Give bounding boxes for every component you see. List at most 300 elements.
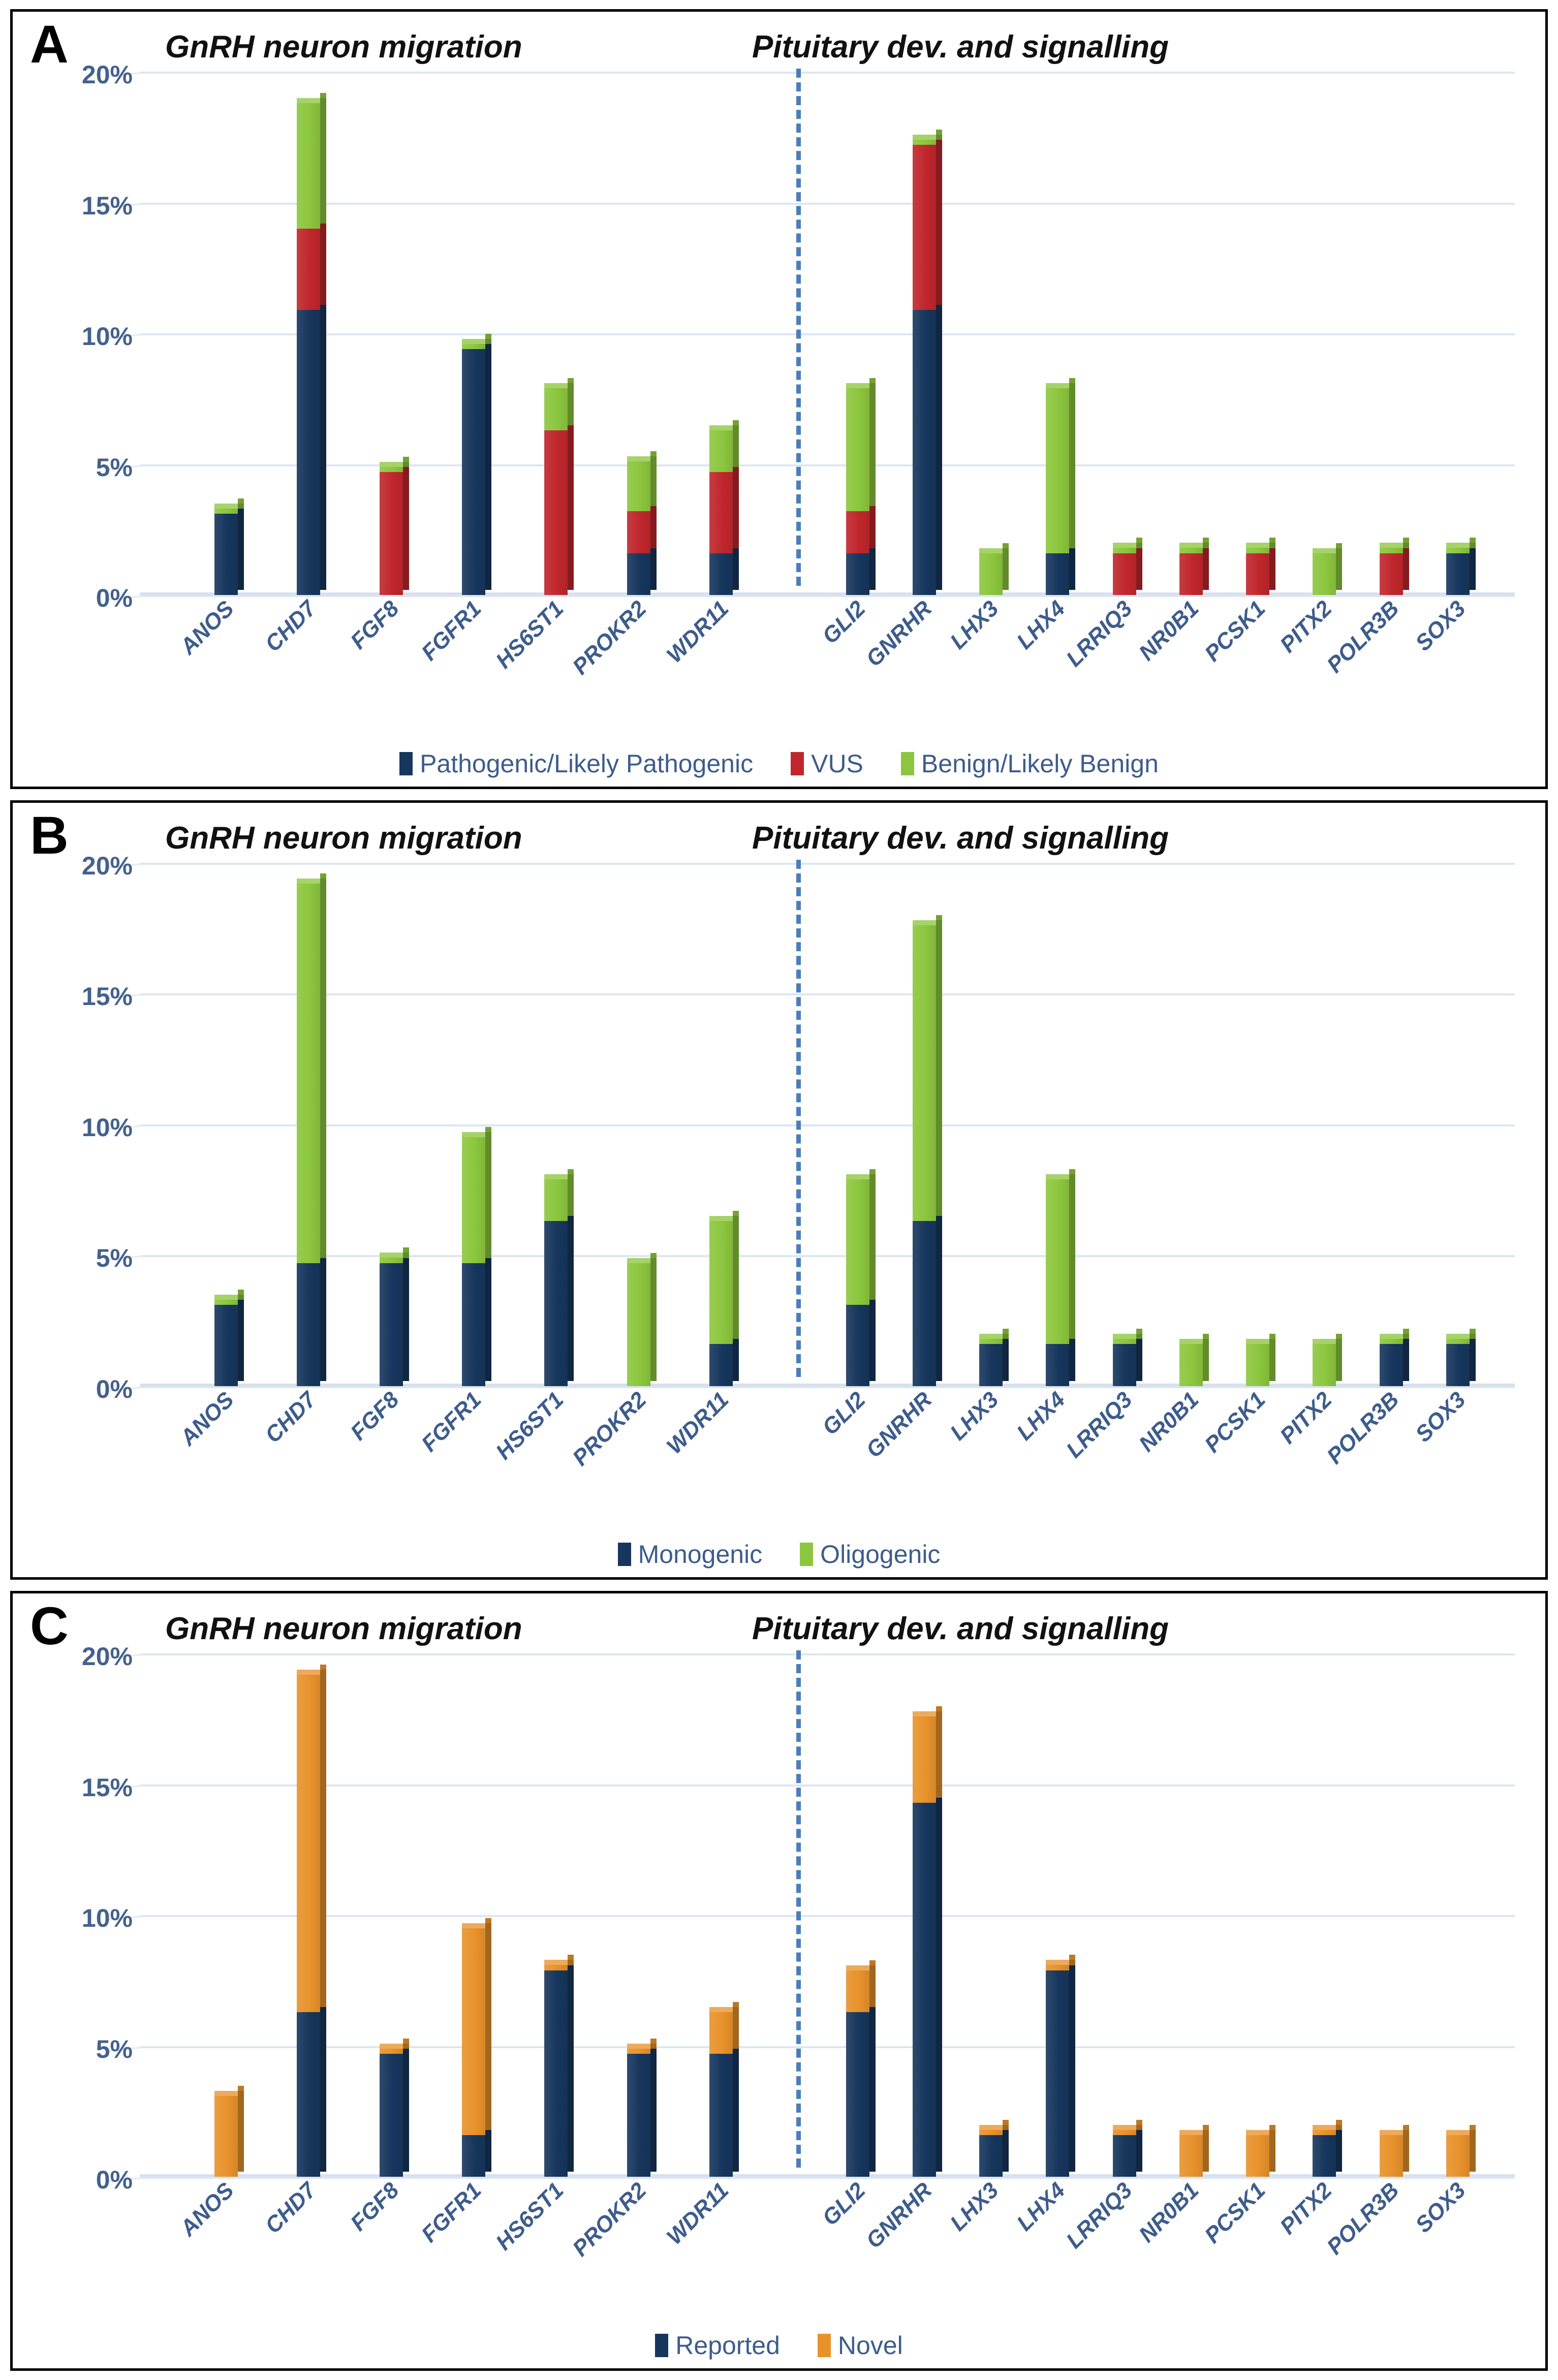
segment-face xyxy=(846,553,869,595)
segment-face xyxy=(214,1300,238,1305)
cap-side xyxy=(1403,1329,1409,1334)
cap-top xyxy=(1113,1334,1136,1339)
bars-container xyxy=(140,863,1515,1386)
cap-top xyxy=(297,879,320,884)
cap-top xyxy=(380,2044,403,2049)
bar-segment xyxy=(297,310,326,595)
cap-top xyxy=(1113,543,1136,548)
cap-top xyxy=(979,1334,1003,1339)
y-axis-tick-label: 15% xyxy=(81,191,133,220)
y-axis-tick-label: 10% xyxy=(81,1113,133,1142)
x-axis-tick-label: PCSK1 xyxy=(1200,1387,1270,1458)
segment-side xyxy=(869,506,876,548)
segment-face xyxy=(462,349,485,595)
segment-face xyxy=(297,884,320,1263)
bar-segment xyxy=(1179,553,1209,595)
segment-side xyxy=(403,1252,409,1258)
bar-segment xyxy=(979,2130,1009,2135)
bar-segment xyxy=(913,310,942,595)
segment-face xyxy=(913,925,936,1221)
x-axis-tick-label: LHX4 xyxy=(1012,1387,1070,1445)
x-axis-tick-label: LHX3 xyxy=(945,2178,1004,2236)
segment-face xyxy=(544,1970,568,2177)
segment-face xyxy=(979,1339,1003,1344)
cap-top xyxy=(544,1960,568,1965)
segment-face xyxy=(846,388,869,511)
cap-side xyxy=(1203,538,1209,543)
cap-side xyxy=(936,1706,942,1711)
segment-side xyxy=(1470,1339,1476,1381)
bar-segment xyxy=(1046,1179,1075,1344)
segment-side xyxy=(1336,2130,1342,2172)
segment-face xyxy=(709,2012,733,2054)
legend-item[interactable] xyxy=(655,2331,780,2360)
segment-face xyxy=(544,1221,568,1386)
segment-side xyxy=(238,1300,244,1381)
legend-swatch-icon xyxy=(655,2334,668,2357)
cap-top xyxy=(1446,2130,1470,2135)
bar-segment xyxy=(1313,2130,1342,2135)
segment-face xyxy=(1313,553,1336,595)
cap-top xyxy=(1046,1960,1069,1965)
cap-top xyxy=(979,548,1003,553)
bar-segment xyxy=(846,511,876,553)
segment-face xyxy=(846,1305,869,1386)
bar-segment xyxy=(462,1263,491,1386)
x-axis-tick-label: FGFR1 xyxy=(416,2178,486,2247)
x-axis-tick-label: GNRHR xyxy=(861,2178,937,2254)
y-axis-tick-label: 0% xyxy=(96,2166,133,2195)
bar-segment xyxy=(1179,2135,1209,2177)
segment-side xyxy=(936,1216,942,1381)
segment-side xyxy=(1003,1339,1009,1381)
cap-top xyxy=(627,456,650,461)
segment-side xyxy=(1136,2130,1142,2172)
segment-side xyxy=(869,1174,876,1300)
segment-side xyxy=(1470,543,1476,548)
cap-top xyxy=(1313,1339,1336,1344)
segment-side xyxy=(869,548,876,590)
bar-segment xyxy=(1246,553,1275,595)
segment-side xyxy=(650,506,657,548)
segment-side xyxy=(1203,1339,1209,1381)
segment-side xyxy=(1136,1334,1142,1339)
group-divider xyxy=(796,860,801,1377)
segment-side xyxy=(650,456,657,506)
segment-face xyxy=(380,467,403,472)
cap-top xyxy=(1380,1334,1403,1339)
bar-segment xyxy=(627,511,657,553)
bar-segment xyxy=(846,2012,876,2177)
x-axis-tick-label: PROKR2 xyxy=(568,596,651,680)
x-axis-tick-label: PROKR2 xyxy=(568,2178,651,2262)
x-axis-tick-label: FGF8 xyxy=(346,1387,404,1445)
bar-segment xyxy=(380,472,409,595)
segment-side xyxy=(1069,1965,1075,2172)
segment-side xyxy=(936,140,942,304)
segment-face xyxy=(380,1258,403,1263)
bar-segment xyxy=(380,1263,409,1386)
cap-top xyxy=(297,1670,320,1675)
legend-swatch-icon xyxy=(901,752,914,775)
x-axis-tick-label: ANOS xyxy=(175,2178,239,2241)
x-axis-tick-label: FGF8 xyxy=(346,2178,404,2236)
segment-face xyxy=(1113,2135,1136,2177)
x-axis-tick-label: PITX2 xyxy=(1275,2178,1337,2240)
segment-face xyxy=(627,511,650,553)
legend-item[interactable] xyxy=(791,749,863,778)
bar-segment xyxy=(1113,1344,1142,1386)
segment-side xyxy=(1269,548,1275,590)
segment-face xyxy=(462,1137,485,1263)
y-axis-tick-label: 0% xyxy=(96,1374,133,1403)
bar-segment xyxy=(1446,2135,1476,2177)
cap-top xyxy=(709,425,733,430)
segment-face xyxy=(1446,548,1470,553)
bar-segment xyxy=(627,2049,657,2054)
segment-side xyxy=(733,548,739,590)
bars-container xyxy=(140,1653,1515,2177)
segment-side xyxy=(485,2130,491,2172)
segment-face xyxy=(1380,1339,1403,1344)
group-title-right: Pituitary dev. and signalling xyxy=(752,29,1169,65)
x-axis-tick-label: WDR11 xyxy=(662,1387,734,1459)
cap-top xyxy=(913,135,936,140)
cap-top xyxy=(1179,2130,1203,2135)
segment-face xyxy=(297,1675,320,2012)
segment-side xyxy=(568,425,574,590)
segment-side xyxy=(936,305,942,590)
bar-segment xyxy=(297,2012,326,2177)
segment-side xyxy=(1003,2125,1009,2130)
bar-segment xyxy=(380,2054,409,2177)
segment-face xyxy=(1246,2135,1269,2177)
x-axis-tick-label: HS6ST1 xyxy=(491,2178,569,2256)
bar-segment xyxy=(1179,548,1209,553)
legend-label: Novel xyxy=(837,2331,903,2360)
segment-face xyxy=(462,344,485,349)
segment-side xyxy=(403,467,409,590)
x-axis-tick-label: GNRHR xyxy=(861,596,937,672)
segment-face xyxy=(1246,548,1269,553)
x-axis-tick-label: CHD7 xyxy=(260,1387,321,1448)
legend-swatch-icon xyxy=(791,752,804,775)
bar-segment xyxy=(297,1675,326,2012)
x-axis-tick-label: LRRIQ3 xyxy=(1061,1387,1137,1463)
cap-top xyxy=(214,504,238,509)
bar-segment xyxy=(214,514,244,595)
segment-face xyxy=(979,2135,1003,2177)
segment-side xyxy=(1069,1174,1075,1339)
segment-face xyxy=(979,1344,1003,1386)
segment-face xyxy=(913,145,936,309)
cap-side xyxy=(1470,538,1476,543)
segment-face xyxy=(1046,1179,1069,1344)
bar-segment xyxy=(1446,1344,1476,1386)
segment-face xyxy=(1380,548,1403,553)
segment-face xyxy=(544,1179,568,1221)
segment-side xyxy=(1470,1334,1476,1339)
y-axis-tick-label: 15% xyxy=(81,1773,133,1802)
segment-face xyxy=(1179,553,1203,595)
x-axis-tick-label: HS6ST1 xyxy=(491,1387,569,1464)
segment-face xyxy=(544,388,568,430)
cap-side xyxy=(485,1127,491,1132)
segment-side xyxy=(1403,548,1409,590)
bar-segment xyxy=(544,1970,574,2177)
bar-segment xyxy=(846,553,876,595)
segment-face xyxy=(846,511,869,553)
bar-segment xyxy=(380,467,409,472)
cap-side xyxy=(936,915,942,920)
segment-side xyxy=(733,2007,739,2049)
group-title-left: GnRH neuron migration xyxy=(165,29,522,65)
segment-face xyxy=(1046,1965,1069,1970)
cap-side xyxy=(1069,1169,1075,1174)
cap-top xyxy=(1246,1339,1269,1344)
segment-side xyxy=(733,425,739,467)
cap-top xyxy=(1246,543,1269,548)
x-axis-tick-label: NR0B1 xyxy=(1134,1387,1204,1457)
segment-face xyxy=(1380,2135,1403,2177)
segment-face xyxy=(1113,1339,1136,1344)
cap-side xyxy=(1203,2125,1209,2130)
bar-segment xyxy=(913,925,942,1221)
bar-segment xyxy=(297,229,326,310)
segment-side xyxy=(1136,1339,1142,1381)
cap-side xyxy=(1269,538,1275,543)
segment-side xyxy=(1269,2130,1275,2172)
legend-swatch-icon xyxy=(818,2334,831,2357)
bar-segment xyxy=(544,1965,574,1970)
segment-side xyxy=(869,1965,876,2007)
segment-side xyxy=(403,2049,409,2172)
segment-side xyxy=(1203,2130,1209,2172)
segment-face xyxy=(297,103,320,229)
x-axis-tick-label: PCSK1 xyxy=(1200,2178,1270,2248)
cap-side xyxy=(1003,543,1009,548)
bar-segment xyxy=(709,1344,739,1386)
x-axis-tick-label: NR0B1 xyxy=(1134,2178,1204,2248)
legend-item[interactable] xyxy=(901,749,1159,778)
legend-item[interactable] xyxy=(399,749,753,778)
bar-segment xyxy=(913,140,942,145)
cap-top xyxy=(979,2125,1003,2130)
segment-side xyxy=(1003,2130,1009,2172)
segment-side xyxy=(1269,1339,1275,1381)
segment-face xyxy=(1446,2135,1470,2177)
segment-side xyxy=(320,98,326,224)
x-axis-tick-label: LHX4 xyxy=(1012,2178,1070,2236)
bar-segment xyxy=(709,472,739,553)
segment-face xyxy=(544,1965,568,1970)
cap-side xyxy=(238,498,244,504)
segment-face xyxy=(1446,1339,1470,1344)
bar-segment xyxy=(1313,553,1342,595)
cap-side xyxy=(733,420,739,425)
segment-side xyxy=(485,1258,491,1381)
cap-side xyxy=(1269,1334,1275,1339)
segment-side xyxy=(1203,543,1209,548)
plot-area xyxy=(81,1642,1515,2195)
x-axis-tick-label: LRRIQ3 xyxy=(1061,2178,1137,2254)
segment-face xyxy=(1179,548,1203,553)
bar-segment xyxy=(214,509,244,514)
segment-face xyxy=(380,1263,403,1386)
segment-side xyxy=(733,1216,739,1339)
x-axis-tick-label: LHX3 xyxy=(945,596,1004,654)
legend-item[interactable] xyxy=(618,1540,763,1569)
bar-segment xyxy=(1113,553,1142,595)
bar-segment xyxy=(544,1221,574,1386)
segment-side xyxy=(485,344,491,590)
y-axis-tick-label: 0% xyxy=(96,584,133,612)
bar-segment xyxy=(846,388,876,511)
segment-face xyxy=(214,509,238,514)
segment-side xyxy=(403,2044,409,2049)
cap-side xyxy=(403,2039,409,2044)
segment-face xyxy=(1046,1970,1069,2177)
cap-side xyxy=(568,1955,574,1960)
bar-segment xyxy=(1380,553,1409,595)
bar-segment xyxy=(913,1221,942,1386)
segment-side xyxy=(1069,1339,1075,1381)
panel-a xyxy=(10,9,1548,789)
segment-face xyxy=(1380,553,1403,595)
bar-segment xyxy=(544,430,574,595)
panel-c xyxy=(10,1591,1548,2371)
bar-segment xyxy=(1380,548,1409,553)
bar-segment xyxy=(297,884,326,1263)
cap-side xyxy=(1336,1334,1342,1339)
legend-label: Reported xyxy=(675,2331,780,2360)
segment-side xyxy=(1336,1339,1342,1381)
panel-letter: C xyxy=(30,1596,69,1656)
x-axis-tick-label: GNRHR xyxy=(861,1387,937,1463)
bar-segment xyxy=(544,388,574,430)
segment-side xyxy=(1069,383,1075,548)
bar-segment xyxy=(1246,1344,1275,1386)
bar-segment xyxy=(214,2096,244,2177)
segment-side xyxy=(1203,548,1209,590)
segment-side xyxy=(1136,2125,1142,2130)
cap-side xyxy=(936,130,942,135)
cap-top xyxy=(1246,2130,1269,2135)
bar-segment xyxy=(462,1137,491,1263)
bar-segment xyxy=(214,1300,244,1305)
x-axis-tick-label: SOX3 xyxy=(1410,1387,1471,1447)
cap-top xyxy=(214,1295,238,1300)
x-axis-tick-label: GLI2 xyxy=(817,2178,870,2231)
segment-face xyxy=(1380,1344,1403,1386)
bar-segment xyxy=(1113,1339,1142,1344)
cap-side xyxy=(650,2039,657,2044)
bar-segment xyxy=(627,553,657,595)
cap-side xyxy=(1203,1334,1209,1339)
segment-face xyxy=(380,2054,403,2177)
segment-side xyxy=(650,2049,657,2172)
cap-side xyxy=(1336,2120,1342,2125)
segment-face xyxy=(709,472,733,553)
x-axis-tick-label: LHX3 xyxy=(945,1387,1004,1445)
legend xyxy=(13,749,1545,778)
cap-side xyxy=(1136,2120,1142,2125)
legend-label: VUS xyxy=(811,749,863,778)
segment-face xyxy=(846,1179,869,1305)
segment-side xyxy=(1470,548,1476,590)
segment-side xyxy=(1403,543,1409,548)
cap-top xyxy=(846,1174,869,1179)
bar-segment xyxy=(627,2054,657,2177)
bar-segment xyxy=(913,145,942,309)
x-axis-labels xyxy=(140,2178,1515,2330)
segment-side xyxy=(238,1295,244,1300)
cap-side xyxy=(869,1169,876,1174)
cap-top xyxy=(1446,543,1470,548)
segment-face xyxy=(1179,2135,1203,2177)
cap-side xyxy=(1403,2125,1409,2130)
legend-item[interactable] xyxy=(800,1540,940,1569)
cap-side xyxy=(568,378,574,383)
segment-side xyxy=(1403,1339,1409,1381)
segment-side xyxy=(238,504,244,509)
cap-top xyxy=(1446,1334,1470,1339)
segment-face xyxy=(627,2049,650,2054)
cap-top xyxy=(544,383,568,388)
segment-side xyxy=(320,224,326,305)
x-axis-tick-label: PROKR2 xyxy=(568,1387,651,1470)
segment-face xyxy=(627,553,650,595)
cap-top xyxy=(913,1711,936,1716)
bar-segment xyxy=(1380,1344,1409,1386)
segment-side xyxy=(733,467,739,548)
segment-side xyxy=(1136,543,1142,548)
segment-side xyxy=(936,1711,942,1798)
segment-face xyxy=(214,2096,238,2177)
cap-side xyxy=(485,1918,491,1923)
cap-side xyxy=(733,2002,739,2007)
cap-side xyxy=(1136,1329,1142,1334)
y-axis-tick-label: 5% xyxy=(96,453,133,482)
legend-item[interactable] xyxy=(818,2331,903,2360)
x-axis-tick-label: GLI2 xyxy=(817,1387,870,1440)
segment-face xyxy=(380,2049,403,2054)
x-axis-tick-label: WDR11 xyxy=(662,596,734,668)
segment-side xyxy=(869,1300,876,1381)
cap-top xyxy=(1380,543,1403,548)
x-axis-labels xyxy=(140,596,1515,748)
bar-segment xyxy=(627,461,657,511)
segment-side xyxy=(650,2044,657,2049)
cap-side xyxy=(238,2086,244,2091)
legend-swatch-icon xyxy=(399,752,413,775)
bar-segment xyxy=(846,1305,876,1386)
segment-face xyxy=(709,2054,733,2177)
segment-side xyxy=(568,1960,574,1965)
segment-face xyxy=(1113,553,1136,595)
bar-segment xyxy=(709,430,739,472)
cap-top xyxy=(380,1252,403,1258)
bar-segment xyxy=(1446,1339,1476,1344)
segment-side xyxy=(1003,548,1009,590)
bar-segment xyxy=(627,1263,657,1386)
bar-segment xyxy=(380,2049,409,2054)
x-axis-tick-label: FGFR1 xyxy=(416,596,486,666)
x-axis-tick-label: HS6ST1 xyxy=(491,596,569,674)
bar-segment xyxy=(1046,1970,1075,2177)
cap-side xyxy=(1470,2125,1476,2130)
segment-face xyxy=(544,430,568,595)
